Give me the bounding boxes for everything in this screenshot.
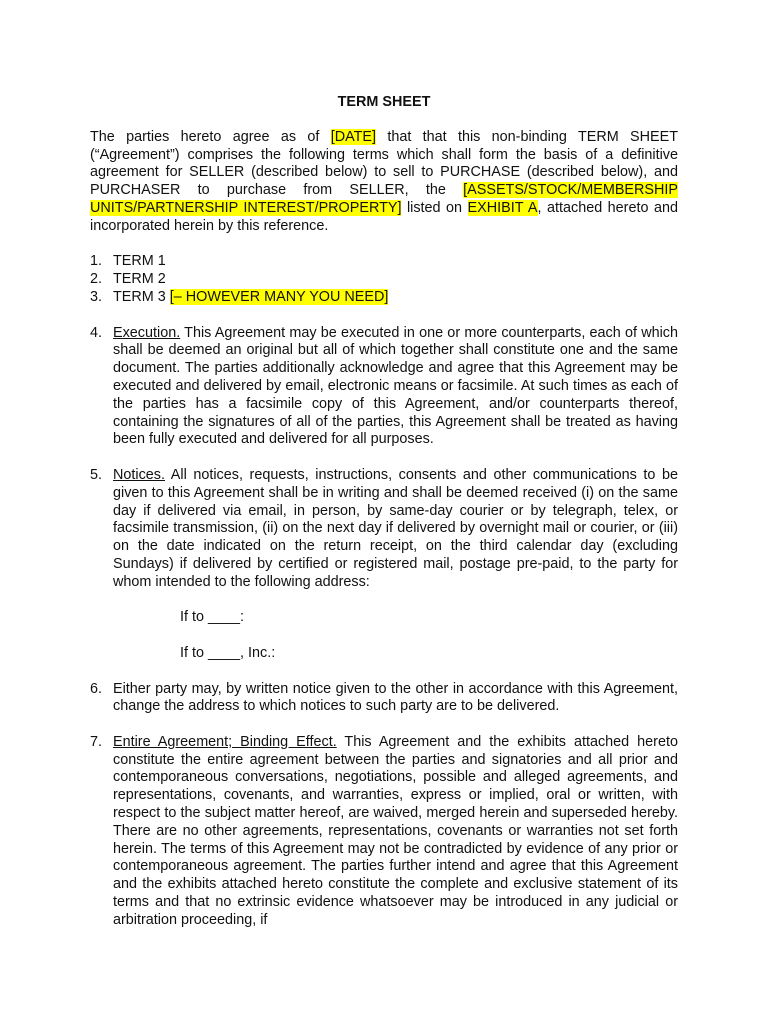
term-item	[90, 271, 678, 289]
execution-section	[90, 325, 678, 450]
exhibit-placeholder: EXHIBIT A	[467, 199, 538, 216]
term-text-wrap	[113, 289, 678, 307]
term-text: TERM 3	[113, 288, 170, 305]
term-highlight: [– HOWEVER MANY YOU NEED]	[169, 288, 389, 305]
term-number: 1.	[90, 253, 103, 270]
term-text: TERM 1	[113, 253, 166, 270]
section-number: 7.	[90, 733, 103, 750]
address-line-2: If to ____, Inc.:	[180, 644, 276, 661]
section-number: 4.	[90, 324, 103, 341]
intro-text-4: , attached hereto and incorporated herein by this reference.	[90, 199, 678, 234]
section-text: This Agreement and the exhibits attached hereto constitute the entire agreement between the parties and signatories and all prior and contemporaneous conversations, negotiations, possible and alleged agreements, and representations, covenants, and warranties, express or implied, oral or written, with respect to the subject matter hereof, are waived, merged herein and superseded hereby. There are no other agreements, representations, covenants or warranties not set forth herein. The terms of this Agreement may not be contradicted by evidence of any prior or contemporaneous agreement. The parties further intend and agree that this Agreement and the exhibits attached hereto constitute the complete and exclusive statement of its terms and that no extrinsic evidence whatsoever may be introduced in any judicial or arbitration proceeding, if	[113, 733, 678, 928]
section-heading: Entire Agreement; Binding Effect.	[113, 733, 337, 750]
term-item	[90, 253, 678, 271]
document-title: TERM SHEET	[337, 94, 431, 110]
section-text: This Agreement may be executed in one or more counterparts, each of which shall be deemed an original but all of which together shall constitute one and the same document. The parties additionally acknowledge and agree that this Agreement may be executed and delivered by email, electronic means or facsimile. At such times as each of the parties has a facsimile copy of this Agreement, and/or counterparts thereof, containing the signatures of all of the parties, this Agreement shall be treated as having been fully executed and delivered for all purposes.	[113, 324, 678, 448]
address-line-1: If to ____:	[180, 609, 245, 626]
term-number: 3.	[90, 288, 103, 305]
document-page	[90, 94, 678, 947]
term-text: TERM 2	[113, 271, 166, 288]
assets-placeholder: [ASSETS/STOCK/MEMBERSHIP UNITS/PARTNERSHIP INTEREST/PROPERTY]	[90, 182, 678, 216]
terms-list	[90, 253, 678, 306]
intro-paragraph	[90, 129, 678, 236]
section-text: All notices, requests, instructions, consents and other communications to be given to this Agreement shall be in writing and shall be deemed received (i) on the same day if delivered via email, in person, by same-day courier or by telegraph, telex, or facsimile transmission, (ii) on the next day if delivered by overnight mail or courier, or (iii) on the date indicated on the return receipt, on the third calendar day (excluding Sundays) if delivered by certified or registered mail, postage pre-paid, to the party for whom intended to the following address:	[113, 466, 678, 590]
intro-text-2: that that this non-binding TERM SHEET (“Agreement”) comprises the following terms which shall form the basis of a definitive agreement for SELLER (described below) to sell to PURCHASE (described below), and PURCHASER to purchase from SELLER, the	[90, 128, 679, 199]
section-number: 6.	[90, 680, 103, 697]
section-heading: Execution.	[113, 324, 181, 341]
section-body	[113, 467, 678, 592]
term-number: 2.	[90, 271, 103, 288]
term-item	[90, 289, 678, 307]
intro-text-1: The parties hereto agree as of	[90, 128, 331, 145]
section-body	[113, 734, 678, 930]
intro-text-3: listed on	[401, 199, 468, 216]
section-heading: Notices.	[113, 466, 165, 483]
entire-agreement-section	[90, 734, 678, 930]
notices-section	[90, 467, 678, 592]
change-address-section	[90, 681, 678, 717]
section-body	[113, 325, 678, 450]
date-placeholder: [DATE]	[330, 128, 377, 145]
section-number: 5.	[90, 466, 103, 483]
section-text: Either party may, by written notice given to the other in accordance with this Agreement, change the address to which notices to such party are to be delivered.	[113, 680, 678, 715]
